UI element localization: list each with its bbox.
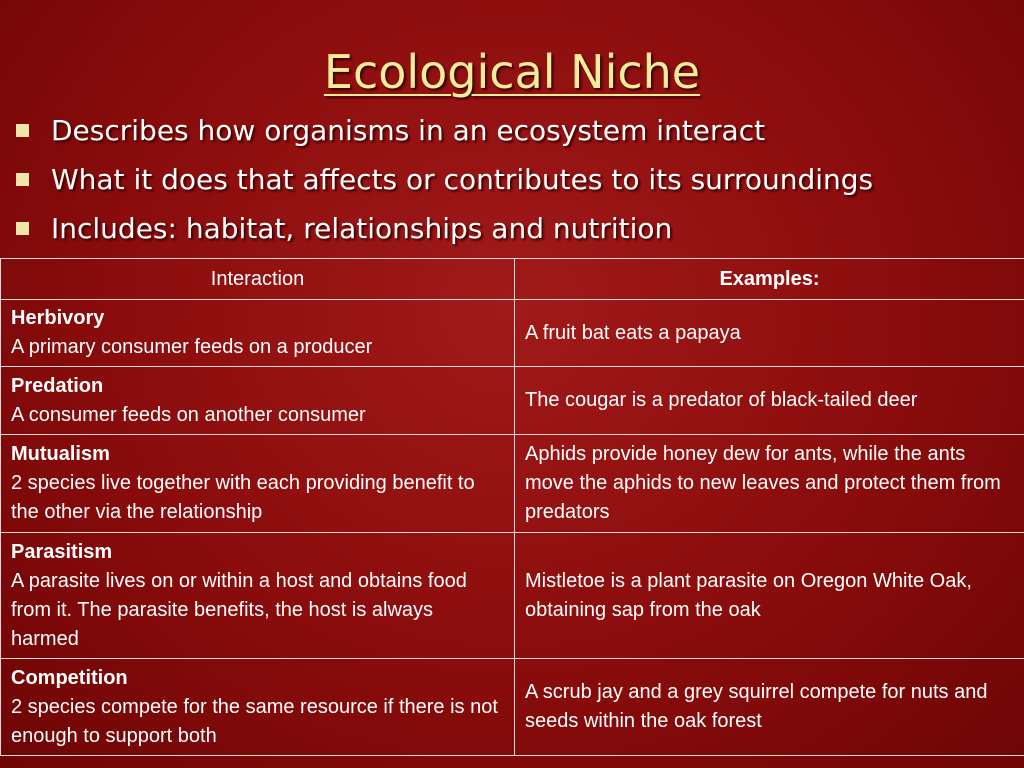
header-interaction: Interaction [1, 259, 515, 300]
interaction-description: 2 species compete for the same resource if there is not enough to support both [11, 695, 498, 747]
table-header-row [1, 259, 1024, 300]
interaction-term: Parasitism [11, 540, 113, 563]
interaction-term: Competition [11, 666, 128, 689]
interaction-cell [1, 367, 515, 435]
table-row [1, 300, 1024, 367]
example-cell: Aphids provide honey dew for ants, while the ants move the aphids to new leaves and protect them from predators [515, 435, 1024, 533]
interaction-cell [1, 659, 515, 756]
table-row [1, 533, 1024, 659]
interaction-table [0, 258, 1024, 756]
bullet-list [14, 106, 873, 253]
example-cell: Mistletoe is a plant parasite on Oregon White Oak, obtaining sap from the oak [515, 533, 1024, 659]
square-bullet-icon [16, 222, 29, 235]
interaction-description: A primary consumer feeds on a producer [11, 336, 373, 358]
slide-title: Ecological Niche [323, 45, 701, 99]
interaction-description: A consumer feeds on another consumer [11, 403, 366, 426]
interaction-cell [1, 435, 515, 533]
bullet-item [14, 155, 873, 204]
interaction-description: A parasite lives on or within a host and obtains food from it. The parasite benefits, the host is always harmed [11, 569, 467, 650]
table-row [1, 435, 1024, 533]
interaction-cell [1, 533, 515, 659]
interaction-cell [1, 300, 515, 367]
interaction-description: 2 species live together with each providing benefit to the other via the relationship [11, 472, 475, 523]
interaction-term: Mutualism [11, 443, 110, 465]
example-cell: A fruit bat eats a papaya [515, 300, 1024, 367]
interaction-term: Herbivory [11, 307, 105, 329]
example-cell: The cougar is a predator of black-tailed deer [515, 367, 1024, 435]
interaction-term: Predation [11, 374, 104, 397]
bullet-item [14, 106, 873, 155]
example-cell: A scrub jay and a grey squirrel compete for nuts and seeds within the oak forest [515, 659, 1024, 756]
table-row [1, 367, 1024, 435]
bullet-text: Includes: habitat, relationships and nutrition [51, 212, 673, 245]
bullet-item [14, 204, 873, 253]
bullet-text: Describes how organisms in an ecosystem interact [51, 114, 766, 147]
bullet-text: What it does that affects or contributes to its surroundings [51, 163, 874, 196]
square-bullet-icon [16, 124, 29, 137]
table-row [1, 659, 1024, 756]
header-examples: Examples: [515, 259, 1024, 300]
square-bullet-icon [16, 173, 29, 186]
